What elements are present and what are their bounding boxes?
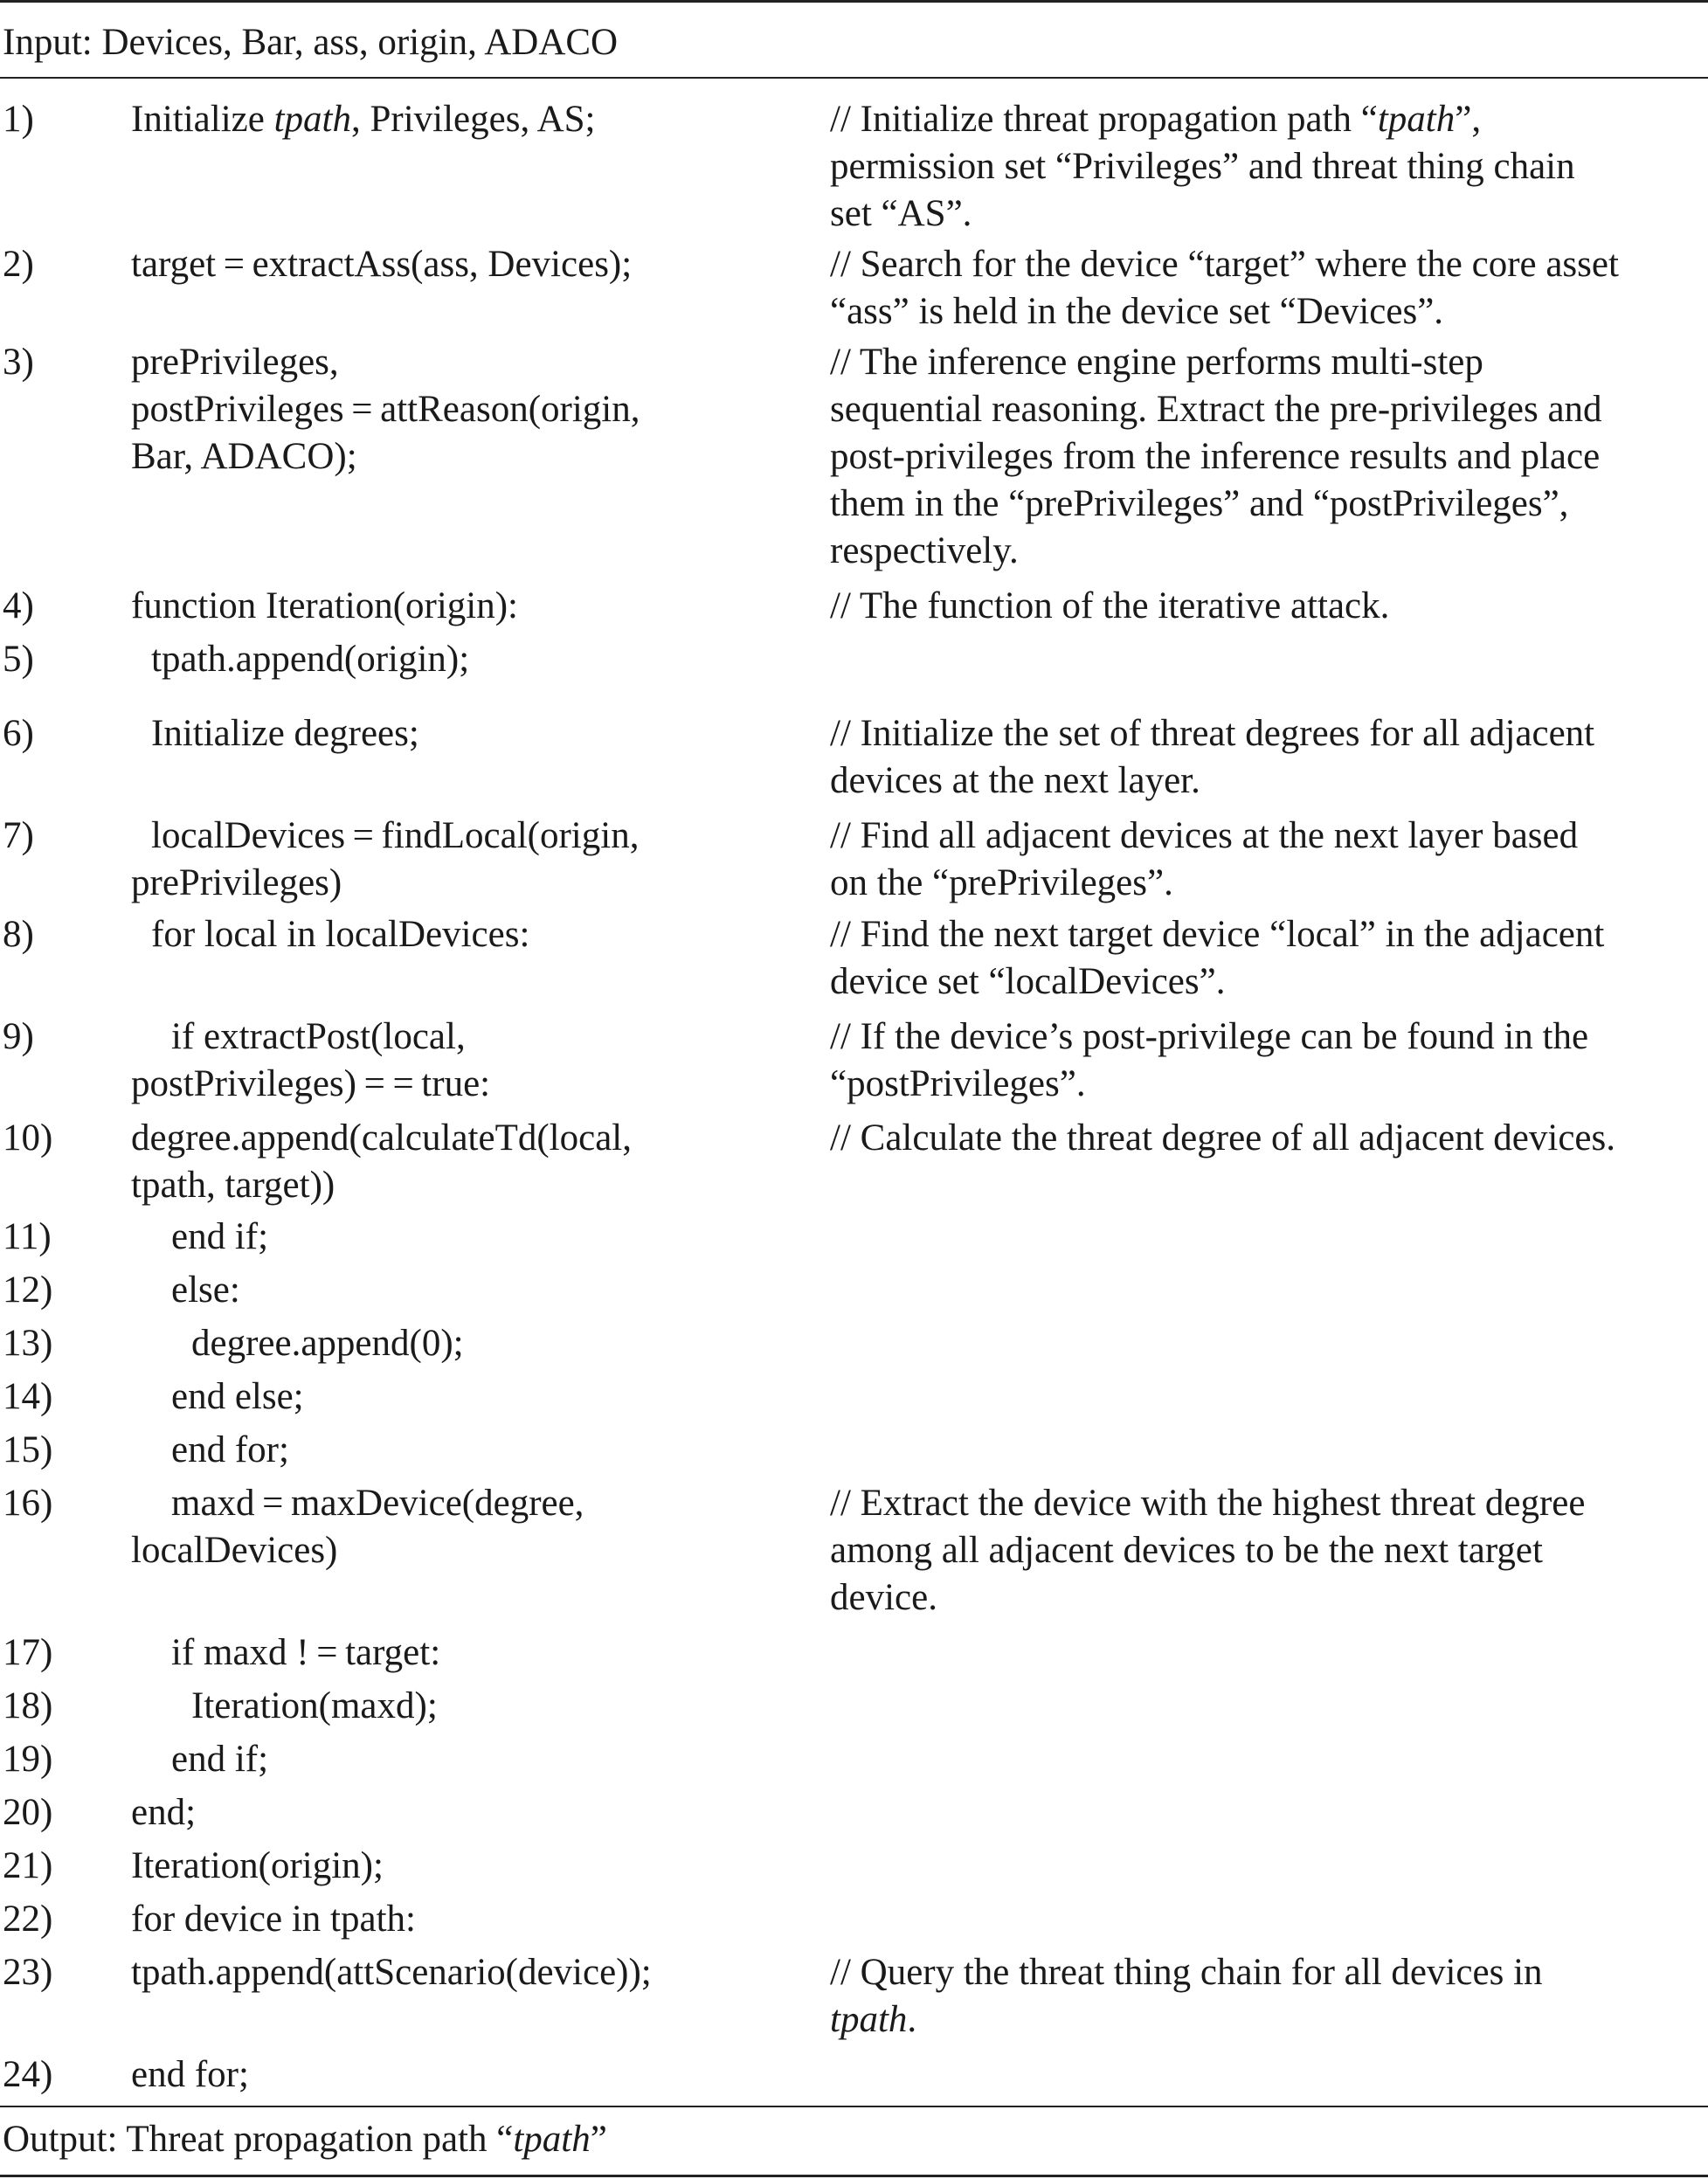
line-number: 24) [3, 2054, 53, 2095]
line-number: 13) [3, 1323, 53, 1364]
comment-cell: // Find the next target device “local” in the adjacent device set “localDevices”. [830, 914, 1605, 1002]
comment-cell: // Search for the device “target” where the core asset “ass” is held in the device set “Devices”. [830, 244, 1619, 332]
code-cell: degree.append(0); [191, 1323, 464, 1364]
footer-rule [0, 2106, 1708, 2107]
line-number: 16) [3, 1483, 53, 1524]
line-number: 9) [3, 1016, 34, 1057]
bottom-rule [0, 2175, 1708, 2177]
code-cell: target = extractAss(ass, Devices); [131, 244, 633, 285]
code-cell: end if; [171, 1739, 269, 1780]
code-cell: end for; [131, 2054, 249, 2095]
top-rule [0, 0, 1708, 3]
code-cell: Initialize tpath, Privileges, AS; [131, 99, 596, 140]
code-cell: tpath.append(origin); [151, 639, 470, 680]
line-number: 12) [3, 1269, 53, 1311]
output-line: Output: Threat propagation path “tpath” [3, 2119, 607, 2160]
line-number: 17) [3, 1632, 53, 1673]
line-number: 8) [3, 914, 34, 955]
code-cell: prePrivileges, postPrivileges = attReason(origin, Bar, ADACO); [131, 342, 640, 477]
header-rule [0, 77, 1708, 79]
line-number: 23) [3, 1952, 53, 1993]
comment-cell: // Calculate the threat degree of all adjacent devices. [830, 1117, 1615, 1159]
line-number: 4) [3, 585, 34, 626]
code-cell: if maxd ! = target: [171, 1632, 441, 1673]
line-number: 11) [3, 1216, 52, 1257]
code-cell: tpath.append(attScenario(device)); [131, 1952, 652, 1993]
code-cell: end else; [171, 1376, 304, 1417]
input-line: Input: Devices, Bar, ass, origin, ADACO [3, 22, 619, 63]
code-cell: function Iteration(origin): [131, 585, 518, 626]
code-cell: end if; [171, 1216, 269, 1257]
code-cell: Iteration(maxd); [191, 1685, 438, 1726]
code-cell: Iteration(origin); [131, 1845, 384, 1886]
code-cell: end; [131, 1792, 197, 1833]
line-number: 3) [3, 342, 34, 383]
code-cell: localDevices = findLocal(origin, prePrivileges) [131, 815, 640, 903]
line-number: 1) [3, 99, 34, 140]
comment-cell: // Initialize threat propagation path “tpath”, permission set “Privileges” and threat thing chain set “AS”. [830, 99, 1575, 234]
comment-cell: // Query the threat thing chain for all devices in tpath. [830, 1952, 1543, 2040]
code-cell: degree.append(calculateTd(local, tpath, target)) [131, 1117, 632, 1206]
code-cell: end for; [171, 1429, 289, 1470]
code-cell: else: [171, 1269, 240, 1311]
comment-cell: // The function of the iterative attack. [830, 585, 1390, 626]
code-cell: if extractPost(local, postPrivileges) = = true: [131, 1016, 491, 1104]
line-number: 10) [3, 1117, 53, 1159]
comment-cell: // If the device’s post-privilege can be found in the “postPrivileges”. [830, 1016, 1589, 1104]
code-cell: for device in tpath: [131, 1899, 416, 1940]
line-number: 19) [3, 1739, 53, 1780]
line-number: 2) [3, 244, 34, 285]
line-number: 22) [3, 1899, 53, 1940]
line-number: 15) [3, 1429, 53, 1470]
line-number: 20) [3, 1792, 53, 1833]
line-number: 18) [3, 1685, 53, 1726]
comment-cell: // Initialize the set of threat degrees for all adjacent devices at the next layer. [830, 713, 1595, 801]
line-number: 6) [3, 713, 34, 754]
comment-cell: // Find all adjacent devices at the next layer based on the “prePrivileges”. [830, 815, 1579, 903]
code-cell: Initialize degrees; [151, 713, 419, 754]
line-number: 21) [3, 1845, 53, 1886]
comment-cell: // Extract the device with the highest threat degree among all adjacent devices to be the next target device. [830, 1483, 1586, 1618]
line-number: 7) [3, 815, 34, 856]
line-number: 5) [3, 639, 34, 680]
code-cell: for local in localDevices: [151, 914, 530, 955]
comment-cell: // The inference engine performs multi-step sequential reasoning. Extract the pre-privileges and post-privileges from the inference results and place them in the “prePrivileges” and “postPrivileges”, respectively. [830, 342, 1602, 571]
line-number: 14) [3, 1376, 53, 1417]
code-cell: maxd = maxDevice(degree, localDevices) [131, 1483, 584, 1571]
